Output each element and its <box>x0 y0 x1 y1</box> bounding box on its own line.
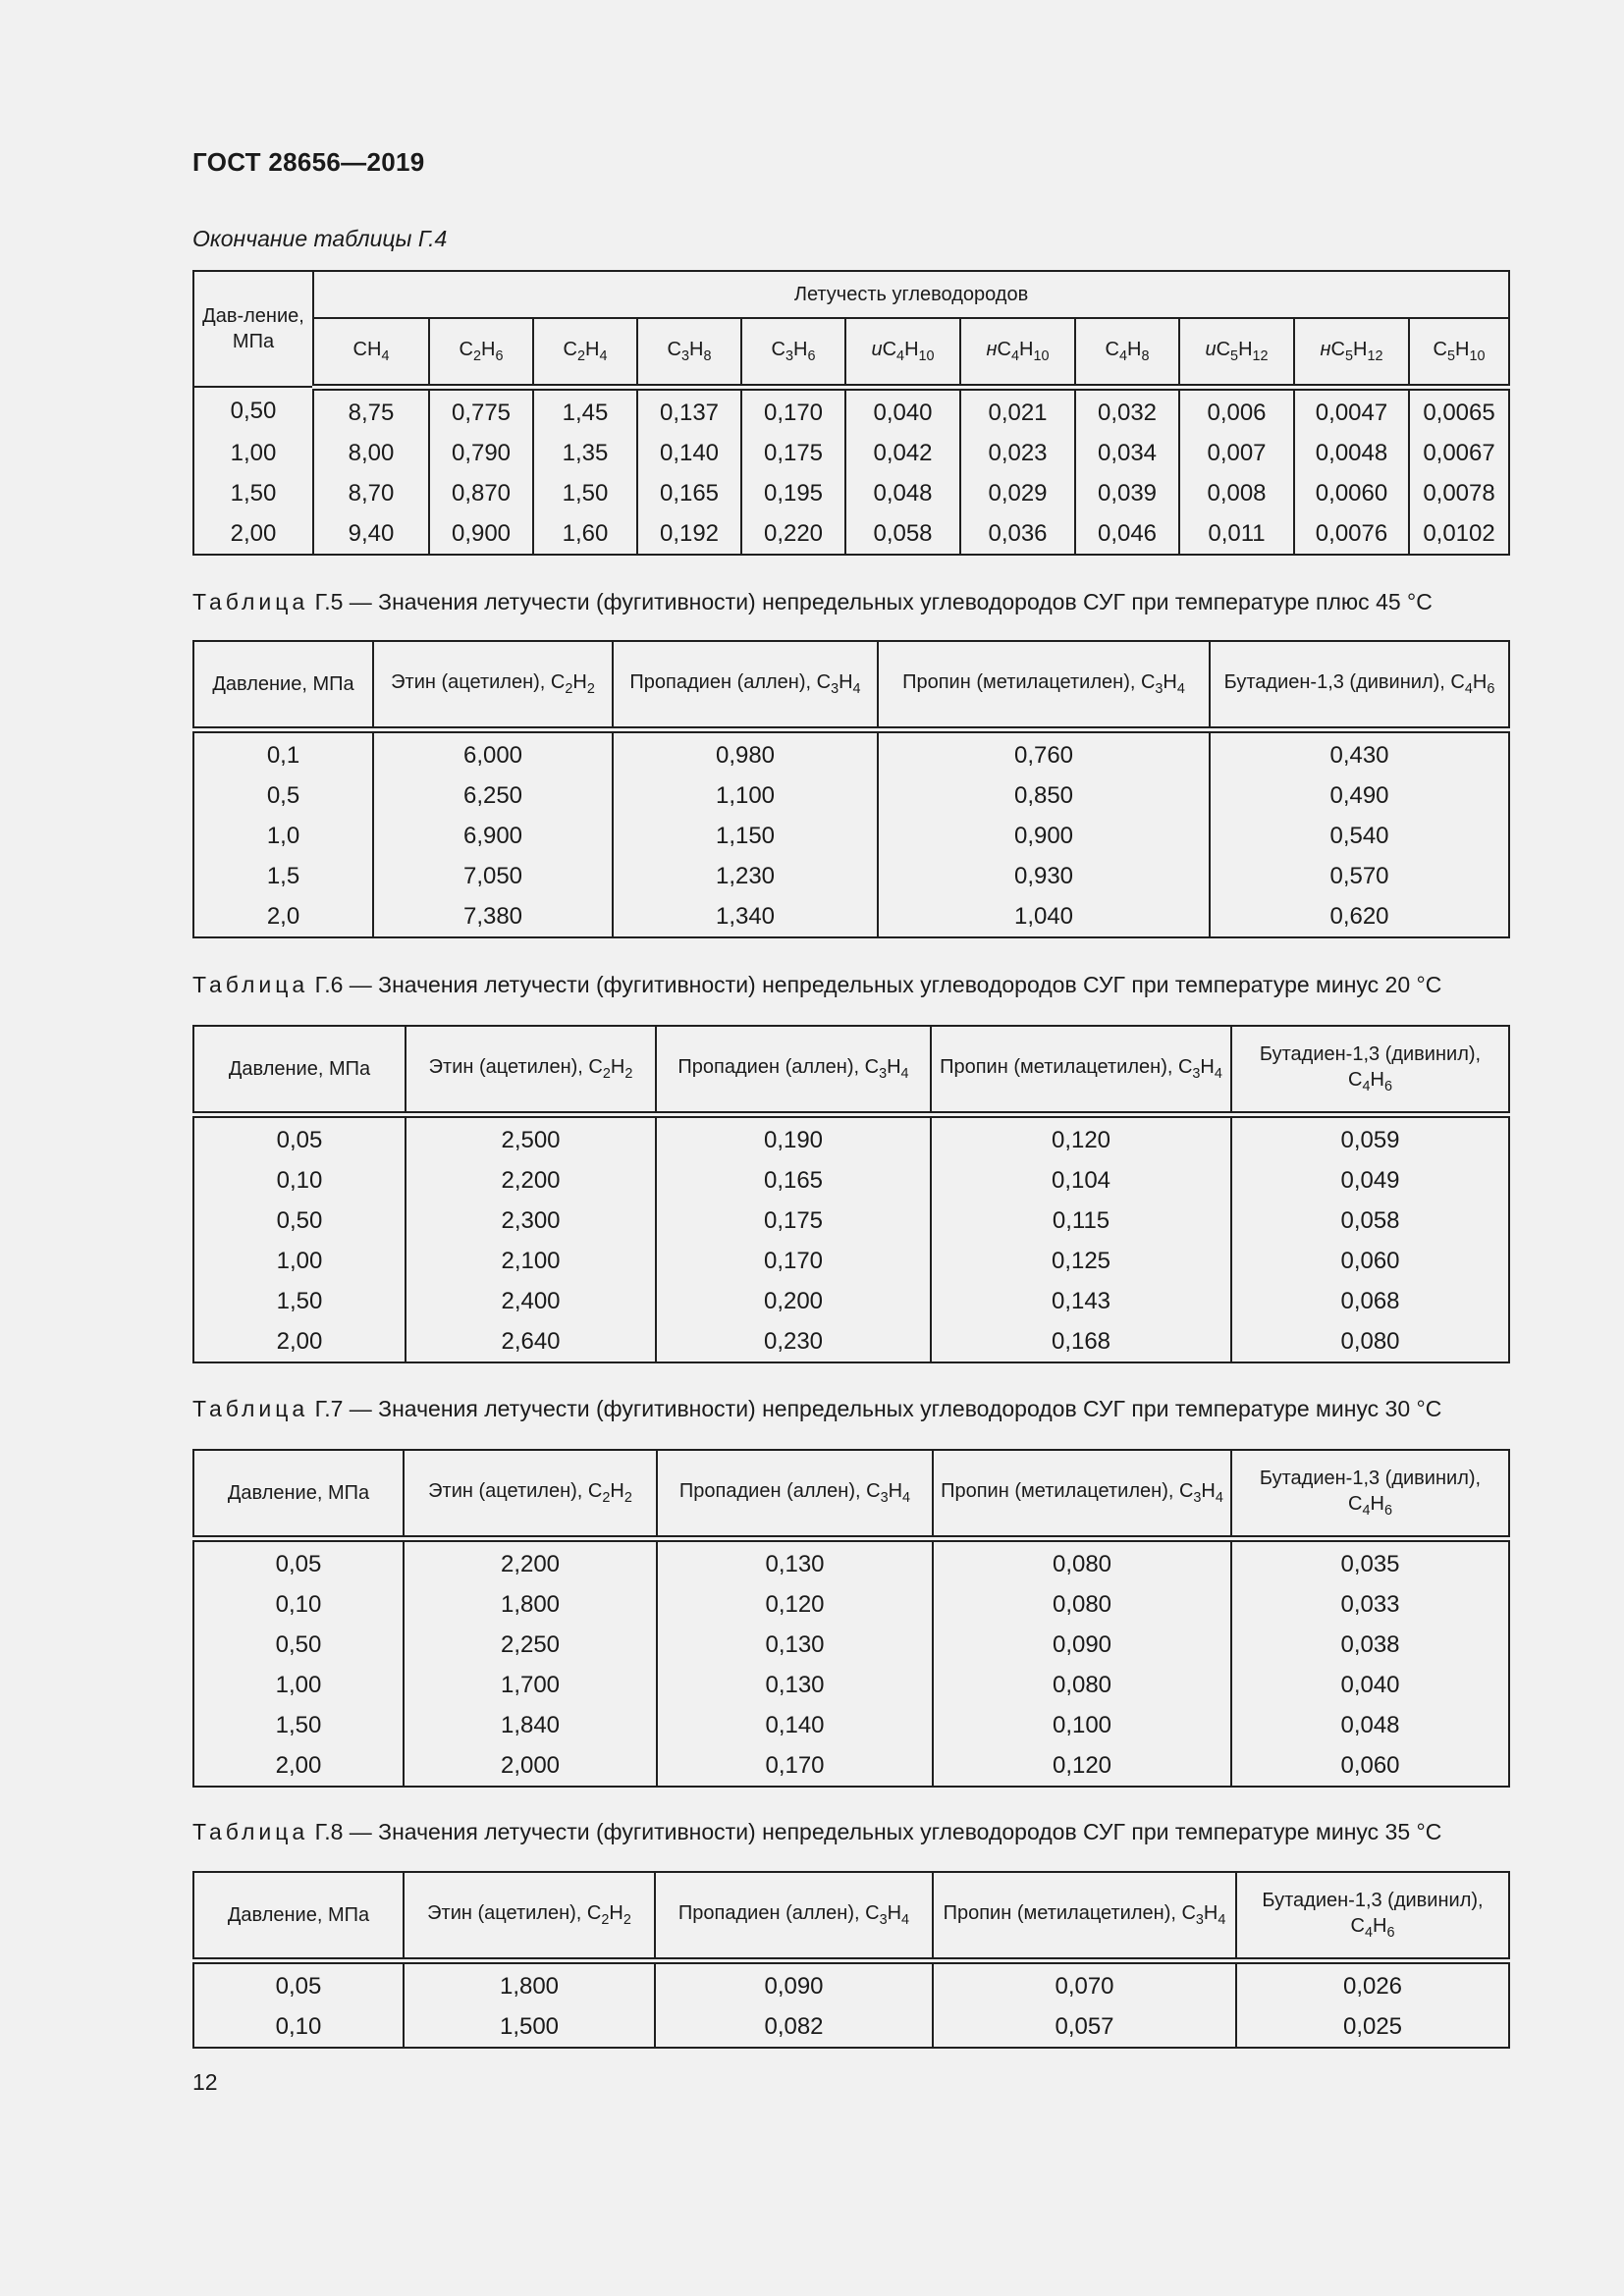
table-cell: 8,70 <box>313 473 429 513</box>
table-cell: 6,000 <box>373 729 613 775</box>
table-cell: 0,080 <box>933 1665 1231 1705</box>
column-header: Пропадиен (аллен), $C_3H_4$ <box>655 1872 933 1960</box>
table-cell: 0,900 <box>429 513 533 555</box>
table-row <box>193 1625 1509 1665</box>
table-cell: 0,040 <box>845 387 960 433</box>
table-cell: 0,165 <box>637 473 741 513</box>
table-row <box>193 775 1509 816</box>
table-cell: 1,60 <box>533 513 637 555</box>
table-cell: 0,130 <box>657 1665 933 1705</box>
table-cell: 0,760 <box>878 729 1210 775</box>
column-header: Давление, МПа <box>193 1872 404 1960</box>
table-row <box>193 1665 1509 1705</box>
table-row <box>193 473 1509 513</box>
table-label: Таблица <box>192 972 309 997</box>
table-g8-caption <box>192 1819 1441 1845</box>
table-g7-caption <box>192 1396 1441 1422</box>
table-cell: 0,082 <box>655 2006 933 2048</box>
table-cell: 0,006 <box>1179 387 1294 433</box>
table-cell: 0,165 <box>656 1160 931 1201</box>
table-cell: 0,1 <box>193 729 373 775</box>
table-cell: 0,008 <box>1179 473 1294 513</box>
table-row <box>193 816 1509 856</box>
table-cell: 0,120 <box>657 1584 933 1625</box>
table-cell: 1,340 <box>613 896 878 937</box>
table-row <box>193 729 1509 775</box>
table-cell: 1,35 <box>533 433 637 473</box>
table-g4 <box>192 270 1510 556</box>
table-cell: 0,850 <box>878 775 1210 816</box>
table-cell: 1,500 <box>404 2006 655 2048</box>
table-cell: 8,00 <box>313 433 429 473</box>
table-row <box>193 1114 1509 1160</box>
table-title: Г.6 — Значения летучести (фугитивности) непредельных углеводородов СУГ при температуре минус 20 °С <box>308 972 1442 997</box>
table-cell: 0,0102 <box>1409 513 1509 555</box>
table-cell: 0,900 <box>878 816 1210 856</box>
table-cell: 0,048 <box>845 473 960 513</box>
table-cell: 0,50 <box>193 1625 404 1665</box>
table-cell: 0,090 <box>933 1625 1231 1665</box>
table-cell: 0,200 <box>656 1281 931 1321</box>
table-row <box>193 896 1509 937</box>
table-cell: 0,143 <box>931 1281 1231 1321</box>
table-cell: 0,190 <box>656 1114 931 1160</box>
table-g7 <box>192 1449 1510 1788</box>
table-label: Таблица <box>192 1819 309 1844</box>
table-label: Таблица <box>192 589 309 614</box>
table-cell: 0,120 <box>931 1114 1231 1160</box>
table-cell: 0,790 <box>429 433 533 473</box>
table-cell: 0,104 <box>931 1160 1231 1201</box>
table-cell: 0,120 <box>933 1745 1231 1787</box>
table-cell: 0,046 <box>1075 513 1179 555</box>
column-header: Давление, МПа <box>193 1450 404 1538</box>
table-cell: 1,50 <box>193 1705 404 1745</box>
table-cell: 0,0067 <box>1409 433 1509 473</box>
table-g8 <box>192 1871 1510 2049</box>
table-row <box>193 1705 1509 1745</box>
table-cell: 0,175 <box>741 433 845 473</box>
table-cell: 6,250 <box>373 775 613 816</box>
table-cell: 0,430 <box>1210 729 1509 775</box>
table-g6-caption <box>192 972 1441 998</box>
column-header: $C_2H_4$ <box>533 318 637 387</box>
table-cell: 0,10 <box>193 2006 404 2048</box>
table-cell: 1,800 <box>404 1960 655 2006</box>
table-cell: 2,0 <box>193 896 373 937</box>
table-cell: 1,0 <box>193 816 373 856</box>
table-cell: 0,170 <box>741 387 845 433</box>
column-header: $нC_4H_{10}$ <box>960 318 1075 387</box>
table-cell: 2,00 <box>193 1321 406 1362</box>
table-cell: 0,080 <box>933 1538 1231 1584</box>
table-g4-caption: Окончание таблицы Г.4 <box>192 226 448 251</box>
column-header: $CH_4$ <box>313 318 429 387</box>
table-row <box>193 1538 1509 1584</box>
column-header: Этин (ацетилен), $C_2H_2$ <box>404 1872 655 1960</box>
table-cell: 0,05 <box>193 1960 404 2006</box>
table-row <box>193 1321 1509 1362</box>
column-header: Давление, МПа <box>193 641 373 729</box>
table-cell: 0,192 <box>637 513 741 555</box>
table-cell: 0,007 <box>1179 433 1294 473</box>
table-row <box>193 1584 1509 1625</box>
column-header: $C_5H_{10}$ <box>1409 318 1509 387</box>
column-header: Этин (ацетилен), $C_2H_2$ <box>373 641 613 729</box>
table-cell: 1,840 <box>404 1705 657 1745</box>
column-header: Бутадиен-1,3 (дивинил), $C_4H_6$ <box>1231 1450 1509 1538</box>
table-cell: 0,048 <box>1231 1705 1509 1745</box>
column-header: Давление, МПа <box>193 1026 406 1114</box>
table-cell: 7,050 <box>373 856 613 896</box>
table-cell: 0,140 <box>637 433 741 473</box>
column-header: Пропин (метилацетилен), $C_3H_4$ <box>931 1026 1231 1114</box>
table-cell: 1,45 <box>533 387 637 433</box>
table-cell: 6,900 <box>373 816 613 856</box>
table-cell: 0,775 <box>429 387 533 433</box>
table-cell: 0,230 <box>656 1321 931 1362</box>
table-cell: 0,068 <box>1231 1281 1509 1321</box>
table-cell: 7,380 <box>373 896 613 937</box>
table-cell: 1,040 <box>878 896 1210 937</box>
table-row <box>193 1241 1509 1281</box>
table-row <box>193 387 1509 433</box>
table-cell: 1,150 <box>613 816 878 856</box>
table-cell: 2,250 <box>404 1625 657 1665</box>
table-cell: 0,05 <box>193 1538 404 1584</box>
table-cell: 0,130 <box>657 1538 933 1584</box>
table-cell: 1,230 <box>613 856 878 896</box>
column-header: Пропадиен (аллен), $C_3H_4$ <box>657 1450 933 1538</box>
page-number: 12 <box>192 2069 218 2095</box>
table-cell: 0,0065 <box>1409 387 1509 433</box>
column-header: Бутадиен-1,3 (дивинил), $C_4H_6$ <box>1231 1026 1509 1114</box>
table-cell: 0,490 <box>1210 775 1509 816</box>
table-cell: 2,100 <box>406 1241 656 1281</box>
table-title: Г.8 — Значения летучести (фугитивности) непредельных углеводородов СУГ при температуре минус 35 °С <box>308 1819 1442 1844</box>
table-cell: 0,50 <box>193 1201 406 1241</box>
table-cell: 0,980 <box>613 729 878 775</box>
table-cell: 0,049 <box>1231 1160 1509 1201</box>
column-header: Этин (ацетилен), $C_2H_2$ <box>404 1450 657 1538</box>
table-row <box>193 1960 1509 2006</box>
table-cell: 2,00 <box>193 513 313 555</box>
table-cell: 0,540 <box>1210 816 1509 856</box>
table-cell: 0,039 <box>1075 473 1179 513</box>
table-cell: 1,700 <box>404 1665 657 1705</box>
table-row <box>193 856 1509 896</box>
table-g6 <box>192 1025 1510 1363</box>
table-cell: 1,00 <box>193 1665 404 1705</box>
table-cell: 0,058 <box>845 513 960 555</box>
table-cell: 0,034 <box>1075 433 1179 473</box>
table-cell: 1,50 <box>533 473 637 513</box>
column-header: Бутадиен-1,3 (дивинил), $C_4H_6$ <box>1236 1872 1509 1960</box>
table-cell: 0,125 <box>931 1241 1231 1281</box>
table-cell: 0,170 <box>657 1745 933 1787</box>
table-cell: 0,170 <box>656 1241 931 1281</box>
table-cell: 2,400 <box>406 1281 656 1321</box>
table-cell: 0,080 <box>1231 1321 1509 1362</box>
table-cell: 0,0047 <box>1294 387 1409 433</box>
table-cell: 0,035 <box>1231 1538 1509 1584</box>
table-row <box>193 433 1509 473</box>
table-cell: 0,50 <box>193 387 313 433</box>
table-cell: 1,5 <box>193 856 373 896</box>
table-cell: 1,50 <box>193 1281 406 1321</box>
table-cell: 0,115 <box>931 1201 1231 1241</box>
table-cell: 0,0048 <box>1294 433 1409 473</box>
table-row <box>193 1281 1509 1321</box>
table-cell: 0,090 <box>655 1960 933 2006</box>
table-row <box>193 1160 1509 1201</box>
table-cell: 2,200 <box>406 1160 656 1201</box>
table-cell: 2,500 <box>406 1114 656 1160</box>
table-cell: 1,100 <box>613 775 878 816</box>
table-cell: 1,00 <box>193 433 313 473</box>
table-cell: 0,137 <box>637 387 741 433</box>
column-header: $C_4H_8$ <box>1075 318 1179 387</box>
table-cell: 2,200 <box>404 1538 657 1584</box>
table-cell: 0,036 <box>960 513 1075 555</box>
column-header: Бутадиен-1,3 (дивинил), $C_4H_6$ <box>1210 641 1509 729</box>
table-cell: 0,042 <box>845 433 960 473</box>
table-cell: 9,40 <box>313 513 429 555</box>
table-cell: 0,5 <box>193 775 373 816</box>
column-header: $иC_4H_{10}$ <box>845 318 960 387</box>
column-header: Пропин (метилацетилен), $C_3H_4$ <box>933 1872 1236 1960</box>
table-row <box>193 513 1509 555</box>
table-cell: 0,168 <box>931 1321 1231 1362</box>
table-cell: 0,070 <box>933 1960 1236 2006</box>
table-label: Таблица <box>192 1396 309 1421</box>
table-cell: 0,05 <box>193 1114 406 1160</box>
table-cell: 0,040 <box>1231 1665 1509 1705</box>
column-header: Этин (ацетилен), $C_2H_2$ <box>406 1026 656 1114</box>
table-cell: 0,0076 <box>1294 513 1409 555</box>
table-cell: 1,50 <box>193 473 313 513</box>
table-cell: 2,640 <box>406 1321 656 1362</box>
column-header: Пропадиен (аллен), $C_3H_4$ <box>656 1026 931 1114</box>
table-cell: 0,620 <box>1210 896 1509 937</box>
column-header: $C_2H_6$ <box>429 318 533 387</box>
table-cell: 0,175 <box>656 1201 931 1241</box>
table-cell: 0,033 <box>1231 1584 1509 1625</box>
table-cell: 0,029 <box>960 473 1075 513</box>
table-cell: 0,026 <box>1236 1960 1509 2006</box>
table-cell: 0,025 <box>1236 2006 1509 2048</box>
table-cell: 0,059 <box>1231 1114 1509 1160</box>
group-header: Летучесть углеводородов <box>313 271 1509 318</box>
column-header: $иC_5H_{12}$ <box>1179 318 1294 387</box>
table-cell: 0,870 <box>429 473 533 513</box>
table-cell: 2,300 <box>406 1201 656 1241</box>
table-row <box>193 1201 1509 1241</box>
column-header: Пропин (метилацетилен), $C_3H_4$ <box>933 1450 1231 1538</box>
table-cell: 0,021 <box>960 387 1075 433</box>
table-row <box>193 1745 1509 1787</box>
table-cell: 0,220 <box>741 513 845 555</box>
table-title: Г.5 — Значения летучести (фугитивности) непредельных углеводородов СУГ при температуре плюс 45 °С <box>308 589 1433 614</box>
column-header: Пропин (метилацетилен), $C_3H_4$ <box>878 641 1210 729</box>
column-header: Пропадиен (аллен), $C_3H_4$ <box>613 641 878 729</box>
table-cell: 0,0078 <box>1409 473 1509 513</box>
table-cell: 0,011 <box>1179 513 1294 555</box>
table-cell: 0,10 <box>193 1160 406 1201</box>
table-cell: 0,140 <box>657 1705 933 1745</box>
table-row <box>193 2006 1509 2048</box>
table-cell: 0,032 <box>1075 387 1179 433</box>
table-cell: 0,058 <box>1231 1201 1509 1241</box>
table-cell: 0,10 <box>193 1584 404 1625</box>
table-cell: 0,930 <box>878 856 1210 896</box>
column-header: $C_3H_8$ <box>637 318 741 387</box>
table-cell: 1,800 <box>404 1584 657 1625</box>
table-cell: 0,080 <box>933 1584 1231 1625</box>
page-header: ГОСТ 28656—2019 <box>192 147 425 177</box>
table-cell: 0,060 <box>1231 1745 1509 1787</box>
table-cell: 0,130 <box>657 1625 933 1665</box>
table-cell: 0,100 <box>933 1705 1231 1745</box>
table-cell: 1,00 <box>193 1241 406 1281</box>
column-header: $C_3H_6$ <box>741 318 845 387</box>
table-cell: 0,023 <box>960 433 1075 473</box>
table-cell: 2,00 <box>193 1745 404 1787</box>
table-cell: 8,75 <box>313 387 429 433</box>
table-g5 <box>192 640 1510 938</box>
table-cell: 2,000 <box>404 1745 657 1787</box>
table-cell: 0,570 <box>1210 856 1509 896</box>
table-cell: 0,0060 <box>1294 473 1409 513</box>
pressure-header: Дав-ление, МПа <box>193 271 313 387</box>
table-g5-caption <box>192 589 1433 615</box>
table-cell: 0,060 <box>1231 1241 1509 1281</box>
table-title: Г.7 — Значения летучести (фугитивности) непредельных углеводородов СУГ при температуре минус 30 °С <box>308 1396 1442 1421</box>
table-cell: 0,038 <box>1231 1625 1509 1665</box>
table-cell: 0,195 <box>741 473 845 513</box>
column-header: $нC_5H_{12}$ <box>1294 318 1409 387</box>
table-cell: 0,057 <box>933 2006 1236 2048</box>
